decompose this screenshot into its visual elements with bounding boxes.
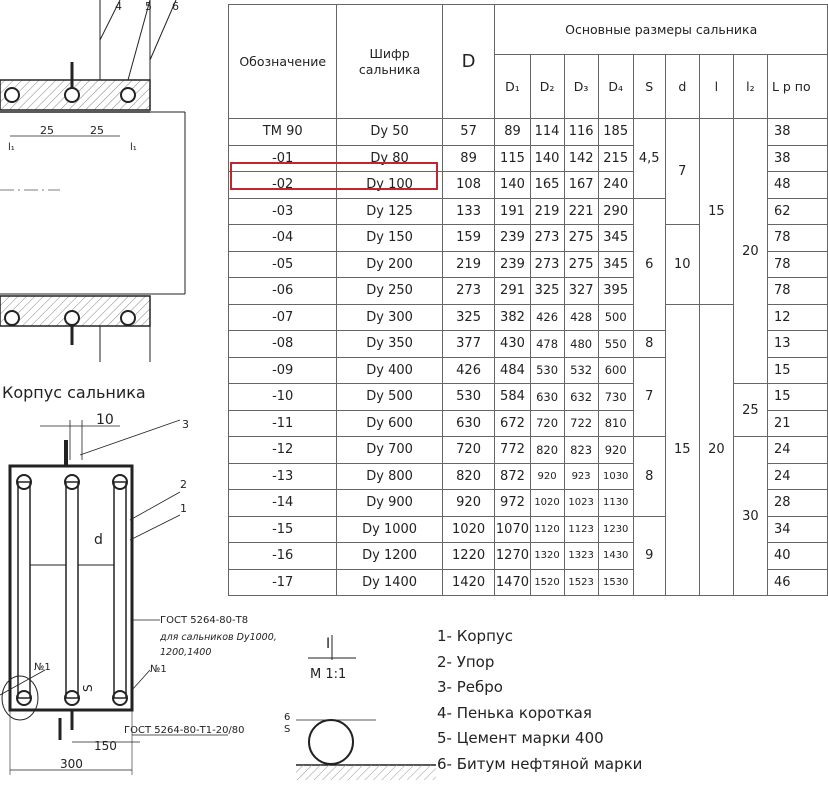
table-cell: 327 [564, 278, 598, 305]
table-cell: 142 [564, 145, 598, 172]
table-cell: 24 [767, 463, 827, 490]
table-cell: 820 [442, 463, 495, 490]
table-cell: 722 [564, 410, 598, 437]
table-cell: 116 [564, 119, 598, 146]
table-cell: 920 [530, 463, 564, 490]
table-cell: -07 [229, 304, 337, 331]
header-D: D [442, 5, 495, 119]
table-cell: 1023 [564, 490, 598, 517]
table-cell: 584 [495, 384, 530, 411]
callout-1: 1 [180, 502, 187, 515]
dim-150: 150 [94, 739, 117, 753]
table-cell: 7 [633, 357, 665, 437]
table-cell: Dy 900 [337, 490, 442, 517]
table-cell: -13 [229, 463, 337, 490]
table-cell: 532 [564, 357, 598, 384]
table-cell: 62 [767, 198, 827, 225]
gland-drawing [0, 0, 277, 800]
table-cell: 325 [442, 304, 495, 331]
table-cell: 500 [598, 304, 633, 331]
table-cell: 1320 [530, 543, 564, 570]
callout-3: 3 [182, 418, 189, 431]
table-cell: 325 [530, 278, 564, 305]
label-d: d [94, 532, 103, 548]
table-cell: 9 [633, 516, 665, 596]
table-cell: -17 [229, 569, 337, 596]
table-cell: 219 [530, 198, 564, 225]
table-cell: 8 [633, 437, 665, 517]
table-cell: 1030 [598, 463, 633, 490]
table-cell: 115 [495, 145, 530, 172]
table-cell: Dy 500 [337, 384, 442, 411]
table-cell: 15 [699, 119, 733, 305]
table-cell: -15 [229, 516, 337, 543]
table-cell: 1020 [530, 490, 564, 517]
dim-l1-b: l₁ [130, 142, 137, 153]
table-cell: Dy 50 [337, 119, 442, 146]
table-cell: 530 [442, 384, 495, 411]
header-l: l [699, 55, 733, 119]
korpus-title: Корпус сальника [2, 383, 146, 402]
gost-note-1: ГОСТ 5264-80-Т8 [160, 615, 249, 626]
table-cell: 382 [495, 304, 530, 331]
table-cell: 8 [633, 331, 665, 358]
header-D2: D₂ [530, 55, 564, 119]
table-cell: 159 [442, 225, 495, 252]
table-cell: ТМ 90 [229, 119, 337, 146]
table-cell: Dy 1400 [337, 569, 442, 596]
callout-2: 2 [180, 478, 187, 491]
table-cell: 48 [767, 172, 827, 199]
table-cell: 872 [495, 463, 530, 490]
table-cell: 165 [530, 172, 564, 199]
table-cell: Dy 350 [337, 331, 442, 358]
table-cell: 1220 [442, 543, 495, 570]
table-cell: 377 [442, 331, 495, 358]
table-cell: Dy 80 [337, 145, 442, 172]
weld-num: 6 [284, 712, 291, 723]
table-cell: 89 [495, 119, 530, 146]
header-S: S [633, 55, 665, 119]
table-cell: 972 [495, 490, 530, 517]
table-cell: Dy 1200 [337, 543, 442, 570]
table-cell: Dy 125 [337, 198, 442, 225]
table-cell: -12 [229, 437, 337, 464]
table-cell: 345 [598, 251, 633, 278]
legend-item: 4- Пенька короткая [437, 703, 592, 722]
table-cell: 1120 [530, 516, 564, 543]
table-cell: 239 [495, 251, 530, 278]
table-cell: 20 [733, 119, 767, 384]
detail-roman: I [326, 636, 331, 652]
table-cell: 291 [495, 278, 530, 305]
table-cell: 1520 [530, 569, 564, 596]
table-cell: Dy 300 [337, 304, 442, 331]
table-cell: 1130 [598, 490, 633, 517]
header-l2: l₂ [733, 55, 767, 119]
detail-scale: М 1:1 [310, 667, 347, 682]
table-cell: 772 [495, 437, 530, 464]
table-cell: 7 [665, 119, 699, 225]
callout-4: 4 [115, 0, 122, 13]
table-cell: 30 [733, 437, 767, 596]
table-cell: 550 [598, 331, 633, 358]
header-d: d [665, 55, 699, 119]
weld-detail [236, 620, 436, 800]
table-cell: Dy 600 [337, 410, 442, 437]
table-cell: 12 [767, 304, 827, 331]
table-cell: 1530 [598, 569, 633, 596]
table-cell: 78 [767, 251, 827, 278]
table-cell: 395 [598, 278, 633, 305]
table-cell: -14 [229, 490, 337, 517]
table-cell: 20 [699, 304, 733, 596]
dim-25-b: 25 [90, 124, 104, 137]
table-cell: -05 [229, 251, 337, 278]
table-row [229, 384, 828, 411]
table-cell: 4,5 [633, 119, 665, 199]
table-cell: Dy 700 [337, 437, 442, 464]
table-cell: 345 [598, 225, 633, 252]
table-cell: 275 [564, 251, 598, 278]
table-cell: 630 [442, 410, 495, 437]
table-cell: 290 [598, 198, 633, 225]
table-cell: 273 [442, 278, 495, 305]
table-cell: 24 [767, 437, 827, 464]
legend-item: 2- Упор [437, 652, 495, 671]
table-cell: -08 [229, 331, 337, 358]
table-cell: 40 [767, 543, 827, 570]
header-D1: D₁ [495, 55, 530, 119]
table-cell: 1523 [564, 569, 598, 596]
callout-5: 5 [145, 0, 152, 13]
table-cell: 273 [530, 225, 564, 252]
table-cell: 15 [767, 357, 827, 384]
table-cell: 15 [767, 384, 827, 411]
table-cell: 10 [665, 225, 699, 305]
legend-item: 6- Битум нефтяной марки [437, 754, 643, 773]
table-cell: 430 [495, 331, 530, 358]
table-cell: 191 [495, 198, 530, 225]
table-cell: -10 [229, 384, 337, 411]
table-cell: 46 [767, 569, 827, 596]
table-cell: 1420 [442, 569, 495, 596]
table-cell: 730 [598, 384, 633, 411]
table-cell: 89 [442, 145, 495, 172]
table-row [229, 119, 828, 146]
table-cell: 820 [530, 437, 564, 464]
dim-l1-a: l₁ [8, 142, 15, 153]
callout-6: 6 [172, 0, 179, 13]
table-cell: 1323 [564, 543, 598, 570]
legend-item: 3- Ребро [437, 678, 503, 696]
table-cell: -09 [229, 357, 337, 384]
parts-legend [437, 624, 642, 777]
table-cell: 275 [564, 225, 598, 252]
table-cell: 920 [442, 490, 495, 517]
table-cell: 426 [530, 304, 564, 331]
table-cell: 38 [767, 145, 827, 172]
table-cell: 221 [564, 198, 598, 225]
legend-item: 1- Корпус [437, 627, 514, 645]
gost-note-2: для сальников Dy1000, [160, 632, 277, 643]
dim-300: 300 [60, 757, 83, 771]
table-cell: 920 [598, 437, 633, 464]
table-cell: 215 [598, 145, 633, 172]
mark-n1-a: №1 [34, 662, 51, 673]
table-cell: -03 [229, 198, 337, 225]
table-cell: 240 [598, 172, 633, 199]
table-cell: 426 [442, 357, 495, 384]
table-cell: 273 [530, 251, 564, 278]
table-cell: 219 [442, 251, 495, 278]
legend-item: 5- Цемент марки 400 [437, 729, 604, 747]
table-cell: 140 [495, 172, 530, 199]
table-cell: 923 [564, 463, 598, 490]
gost-note-4: ГОСТ 5264-80-Т1-20/80 [124, 725, 245, 736]
table-cell: 78 [767, 225, 827, 252]
table-cell: -01 [229, 145, 337, 172]
table-cell: 484 [495, 357, 530, 384]
table-cell: 600 [598, 357, 633, 384]
table-cell: -06 [229, 278, 337, 305]
table-cell: 1230 [598, 516, 633, 543]
detail-label-s: S [284, 724, 291, 735]
table-cell: 6 [633, 198, 665, 331]
table-cell: 1020 [442, 516, 495, 543]
table-cell: 720 [530, 410, 564, 437]
table-cell: 114 [530, 119, 564, 146]
table-cell: Dy 400 [337, 357, 442, 384]
table-cell: -02 [229, 172, 337, 199]
table-cell: 133 [442, 198, 495, 225]
table-cell: 57 [442, 119, 495, 146]
table-cell: -04 [229, 225, 337, 252]
table-cell: 632 [564, 384, 598, 411]
header-D3: D₃ [564, 55, 598, 119]
dim-10: 10 [96, 412, 114, 428]
table-cell: 167 [564, 172, 598, 199]
table-cell: 13 [767, 331, 827, 358]
header-designation: Обозначение [229, 5, 337, 119]
table-cell: 15 [665, 304, 699, 596]
table-cell: 185 [598, 119, 633, 146]
table-row [229, 437, 828, 464]
header-main-dims: Основные размеры сальника [495, 5, 828, 55]
mark-n1-b: №1 [150, 664, 167, 675]
table-cell: 140 [530, 145, 564, 172]
table-cell: 38 [767, 119, 827, 146]
table-cell: Dy 250 [337, 278, 442, 305]
table-cell: -11 [229, 410, 337, 437]
header-L: L р по [767, 55, 827, 119]
table-cell: -16 [229, 543, 337, 570]
table-cell: 34 [767, 516, 827, 543]
table-cell: 78 [767, 278, 827, 305]
gost-note-3: 1200,1400 [160, 647, 212, 658]
table-cell: 530 [530, 357, 564, 384]
table-cell: 823 [564, 437, 598, 464]
header-D4: D₄ [598, 55, 633, 119]
table-cell: 428 [564, 304, 598, 331]
dimensions-table [228, 4, 811, 602]
table-cell: 21 [767, 410, 827, 437]
dim-25-a: 25 [40, 124, 54, 137]
table-cell: 630 [530, 384, 564, 411]
table-cell: 1430 [598, 543, 633, 570]
table-cell: 28 [767, 490, 827, 517]
table-cell: Dy 800 [337, 463, 442, 490]
header-code: Шифр сальника [337, 5, 442, 119]
table-cell: 1470 [495, 569, 530, 596]
label-s: S [81, 684, 95, 692]
table-cell: 672 [495, 410, 530, 437]
table-cell: Dy 100 [337, 172, 442, 199]
table-cell: Dy 1000 [337, 516, 442, 543]
table-cell: 480 [564, 331, 598, 358]
table-cell: 1070 [495, 516, 530, 543]
table-cell: Dy 150 [337, 225, 442, 252]
table-cell: 1270 [495, 543, 530, 570]
table-cell: 478 [530, 331, 564, 358]
highlight-row-02 [230, 162, 438, 190]
table-cell: 108 [442, 172, 495, 199]
table-cell: 25 [733, 384, 767, 437]
table-cell: 720 [442, 437, 495, 464]
table-cell: 1123 [564, 516, 598, 543]
table-cell: Dy 200 [337, 251, 442, 278]
table-cell: 810 [598, 410, 633, 437]
table-cell: 239 [495, 225, 530, 252]
